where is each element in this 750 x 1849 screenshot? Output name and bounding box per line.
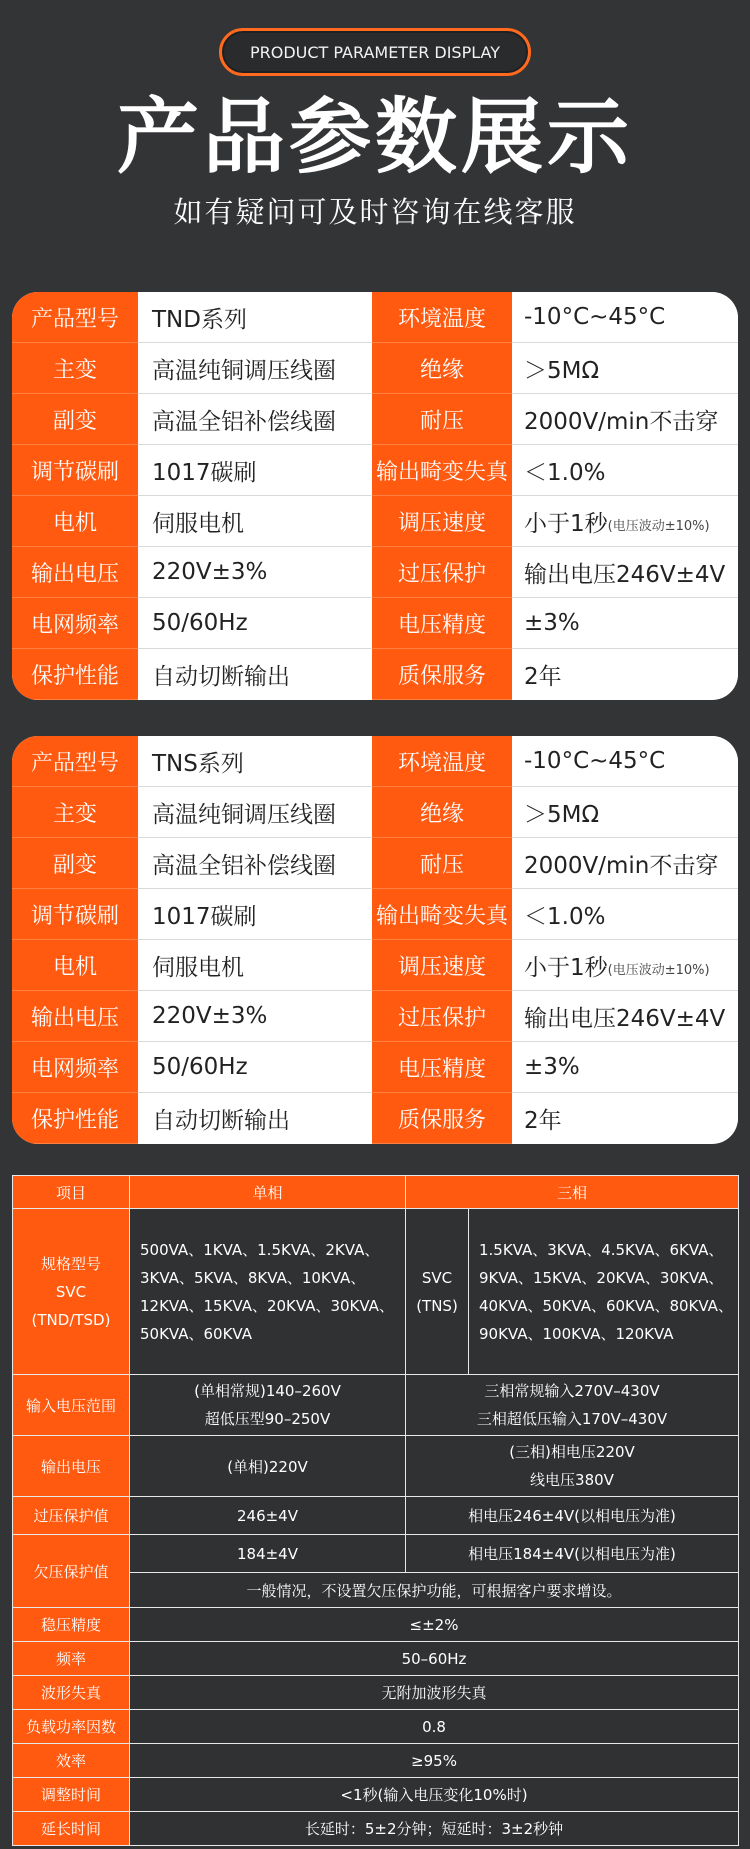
spec-label: 电机 (12, 496, 138, 547)
spec-label: 绝缘 (372, 787, 512, 838)
spec-label: 质保服务 (372, 1093, 512, 1144)
badge-text: PRODUCT PARAMETER DISPLAY (249, 42, 500, 62)
spec-row (12, 1042, 738, 1093)
spec-value-text: 2年 (524, 1107, 562, 1134)
row-label: 延长时间 (13, 1812, 130, 1846)
row-label-undervoltage: 欠压保护值 (13, 1535, 130, 1608)
spec-row (12, 991, 738, 1042)
spec-value-text: 输出电压246V±4V (524, 1005, 726, 1032)
header-three-phase: 三相 (406, 1176, 739, 1209)
table-row (13, 1535, 739, 1573)
overvoltage-single: 246±4V (130, 1497, 406, 1535)
spec-row (12, 598, 738, 649)
table-row (13, 1710, 739, 1744)
spec-card-tns (12, 736, 738, 1144)
table-header-row (13, 1176, 739, 1209)
spec-value (512, 889, 738, 939)
spec-label: 调节碳刷 (12, 889, 138, 940)
spec-row (12, 343, 738, 394)
spec-value (512, 1042, 738, 1092)
spec-label: 电压精度 (372, 1042, 512, 1093)
spec-value (512, 343, 738, 393)
spec-comparison-table (12, 1175, 739, 1846)
spec-value: 1017碳刷 (138, 445, 372, 495)
spec-value (512, 649, 738, 699)
spec-value: TNS系列 (138, 736, 372, 786)
spec-row (12, 292, 738, 343)
spec-value-text: 2000V/min不击穿 (524, 408, 719, 435)
spec-label: 电网频率 (12, 598, 138, 649)
spec-value (512, 991, 738, 1041)
spec-value: 自动切断输出 (138, 1093, 372, 1143)
single-phase-models: 500VA、1KVA、1.5KVA、2KVA、3KVA、5KVA、8KVA、10KVA、12KVA、15KVA、20KVA、30KVA、50KVA、60KVA (130, 1209, 406, 1375)
spec-value (512, 292, 738, 342)
spec-value-text: 小于1秒 (524, 510, 608, 537)
spec-label: 过压保护 (372, 991, 512, 1042)
spec-value-text: 2000V/min不击穿 (524, 852, 719, 879)
spec-label: 保护性能 (12, 649, 138, 700)
table-row (13, 1778, 739, 1812)
spec-value: 伺服电机 (138, 496, 372, 546)
table-row (13, 1744, 739, 1778)
spec-label: 绝缘 (372, 343, 512, 394)
row-label: 频率 (13, 1642, 130, 1676)
spec-label: 调压速度 (372, 496, 512, 547)
row-value: 0.8 (130, 1710, 739, 1744)
spec-value: 高温纯铜调压线圈 (138, 343, 372, 393)
spec-row (12, 889, 738, 940)
row-value: 50–60Hz (130, 1642, 739, 1676)
page-subtitle: 如有疑问可及时咨询在线客服 (173, 195, 577, 229)
table-row (13, 1642, 739, 1676)
spec-row (12, 445, 738, 496)
header-single-phase: 单相 (130, 1176, 406, 1209)
spec-label: 主变 (12, 787, 138, 838)
spec-value-text: ＜1.0% (524, 903, 606, 930)
spec-value: 1017碳刷 (138, 889, 372, 939)
table-row (13, 1497, 739, 1535)
overvoltage-three: 相电压246±4V(以相电压为准) (406, 1497, 739, 1535)
spec-label: 过压保护 (372, 547, 512, 598)
row-label: 效率 (13, 1744, 130, 1778)
spec-value-text: 小于1秒 (524, 954, 608, 981)
spec-value-text: ＞5MΩ (524, 357, 600, 384)
spec-value (512, 598, 738, 648)
spec-value (512, 787, 738, 837)
spec-value (512, 1093, 738, 1143)
spec-value-text: 2年 (524, 663, 562, 690)
spec-label: 质保服务 (372, 649, 512, 700)
spec-value: 220V±3% (138, 991, 372, 1041)
spec-row (12, 787, 738, 838)
spec-value-text: 输出电压246V±4V (524, 561, 726, 588)
spec-label: 电网频率 (12, 1042, 138, 1093)
spec-value: TND系列 (138, 292, 372, 342)
spec-value-text: -10°C~45°C (524, 748, 666, 774)
spec-label: 调压速度 (372, 940, 512, 991)
row-value: ≤±2% (130, 1608, 739, 1642)
spec-label: 输出电压 (12, 547, 138, 598)
spec-value-text: ＞5MΩ (524, 801, 600, 828)
spec-value (512, 838, 738, 888)
spec-label: 调节碳刷 (12, 445, 138, 496)
spec-row (12, 838, 738, 889)
spec-label: 主变 (12, 343, 138, 394)
row-value: 无附加波形失真 (130, 1676, 739, 1710)
undervoltage-note: 一般情况，不设置欠压保护功能，可根据客户要求增设。 (130, 1573, 739, 1608)
spec-value (512, 445, 738, 495)
table-row (13, 1812, 739, 1846)
spec-value (512, 394, 738, 444)
spec-label: 输出畸变失真 (372, 889, 512, 940)
undervoltage-single: 184±4V (130, 1535, 406, 1573)
spec-label: 电机 (12, 940, 138, 991)
row-value: ≥95% (130, 1744, 739, 1778)
input-three: 三相常规输入270V–430V 三相超低压输入170V–430V (406, 1375, 739, 1436)
spec-label: 环境温度 (372, 736, 512, 787)
row-label-output: 输出电压 (13, 1436, 130, 1497)
row-label-overvoltage: 过压保护值 (13, 1497, 130, 1535)
spec-row (12, 394, 738, 445)
spec-label: 环境温度 (372, 292, 512, 343)
svc-tns-label: SVC (TNS) (406, 1209, 469, 1375)
spec-label: 输出畸变失真 (372, 445, 512, 496)
spec-value-text: ＜1.0% (524, 459, 606, 486)
spec-value (512, 547, 738, 597)
spec-note: (电压波动±10%) (607, 519, 710, 534)
spec-row (12, 736, 738, 787)
input-single: (单相常规)140–260V 超低压型90–250V (130, 1375, 406, 1436)
spec-value (512, 496, 738, 546)
row-label: 波形失真 (13, 1676, 130, 1710)
spec-row (12, 1093, 738, 1143)
spec-value: 220V±3% (138, 547, 372, 597)
table-row (13, 1608, 739, 1642)
row-label-input: 输入电压范围 (13, 1375, 130, 1436)
output-single: (单相)220V (130, 1436, 406, 1497)
spec-value: 50/60Hz (138, 1042, 372, 1092)
spec-label: 耐压 (372, 838, 512, 889)
spec-value: 高温纯铜调压线圈 (138, 787, 372, 837)
table-row (13, 1436, 739, 1497)
spec-value: 50/60Hz (138, 598, 372, 648)
row-label-model: 规格型号 SVC (TND/TSD) (13, 1209, 130, 1375)
row-label: 稳压精度 (13, 1608, 130, 1642)
page-title: 产品参数展示 (116, 90, 633, 185)
spec-value-text: -10°C~45°C (524, 304, 666, 330)
spec-value: 高温全铝补偿线圈 (138, 838, 372, 888)
spec-value: 自动切断输出 (138, 649, 372, 699)
spec-label: 产品型号 (12, 292, 138, 343)
spec-value (512, 940, 738, 990)
spec-value-text: ±3% (524, 1054, 580, 1080)
table-row (13, 1209, 739, 1375)
row-label: 调整时间 (13, 1778, 130, 1812)
spec-value-text: ±3% (524, 610, 580, 636)
row-value: 长延时：5±2分钟；短延时：3±2秒钟 (130, 1812, 739, 1846)
spec-label: 副变 (12, 394, 138, 445)
spec-row (12, 547, 738, 598)
three-phase-models: 1.5KVA、3KVA、4.5KVA、6KVA、9KVA、15KVA、20KVA、30KVA、40KVA、50KVA、60KVA、80KVA、90KVA、100KVA、120KVA (469, 1209, 739, 1375)
spec-label: 电压精度 (372, 598, 512, 649)
spec-label: 保护性能 (12, 1093, 138, 1144)
table-row (13, 1375, 739, 1436)
spec-row (12, 496, 738, 547)
spec-note: (电压波动±10%) (607, 963, 710, 978)
row-label: 负载功率因数 (13, 1710, 130, 1744)
spec-card-tnd (12, 292, 738, 700)
undervoltage-three: 相电压184±4V(以相电压为准) (406, 1535, 739, 1573)
spec-row (12, 940, 738, 991)
spec-label: 产品型号 (12, 736, 138, 787)
spec-value: 伺服电机 (138, 940, 372, 990)
output-three: (三相)相电压220V 线电压380V (406, 1436, 739, 1497)
spec-label: 输出电压 (12, 991, 138, 1042)
spec-row (12, 649, 738, 699)
table-row (13, 1676, 739, 1710)
spec-value (512, 736, 738, 786)
spec-label: 耐压 (372, 394, 512, 445)
spec-label: 副变 (12, 838, 138, 889)
product-parameter-badge (219, 28, 531, 76)
header-item: 项目 (13, 1176, 130, 1209)
spec-value: 高温全铝补偿线圈 (138, 394, 372, 444)
row-value: <1秒(输入电压变化10%时) (130, 1778, 739, 1812)
